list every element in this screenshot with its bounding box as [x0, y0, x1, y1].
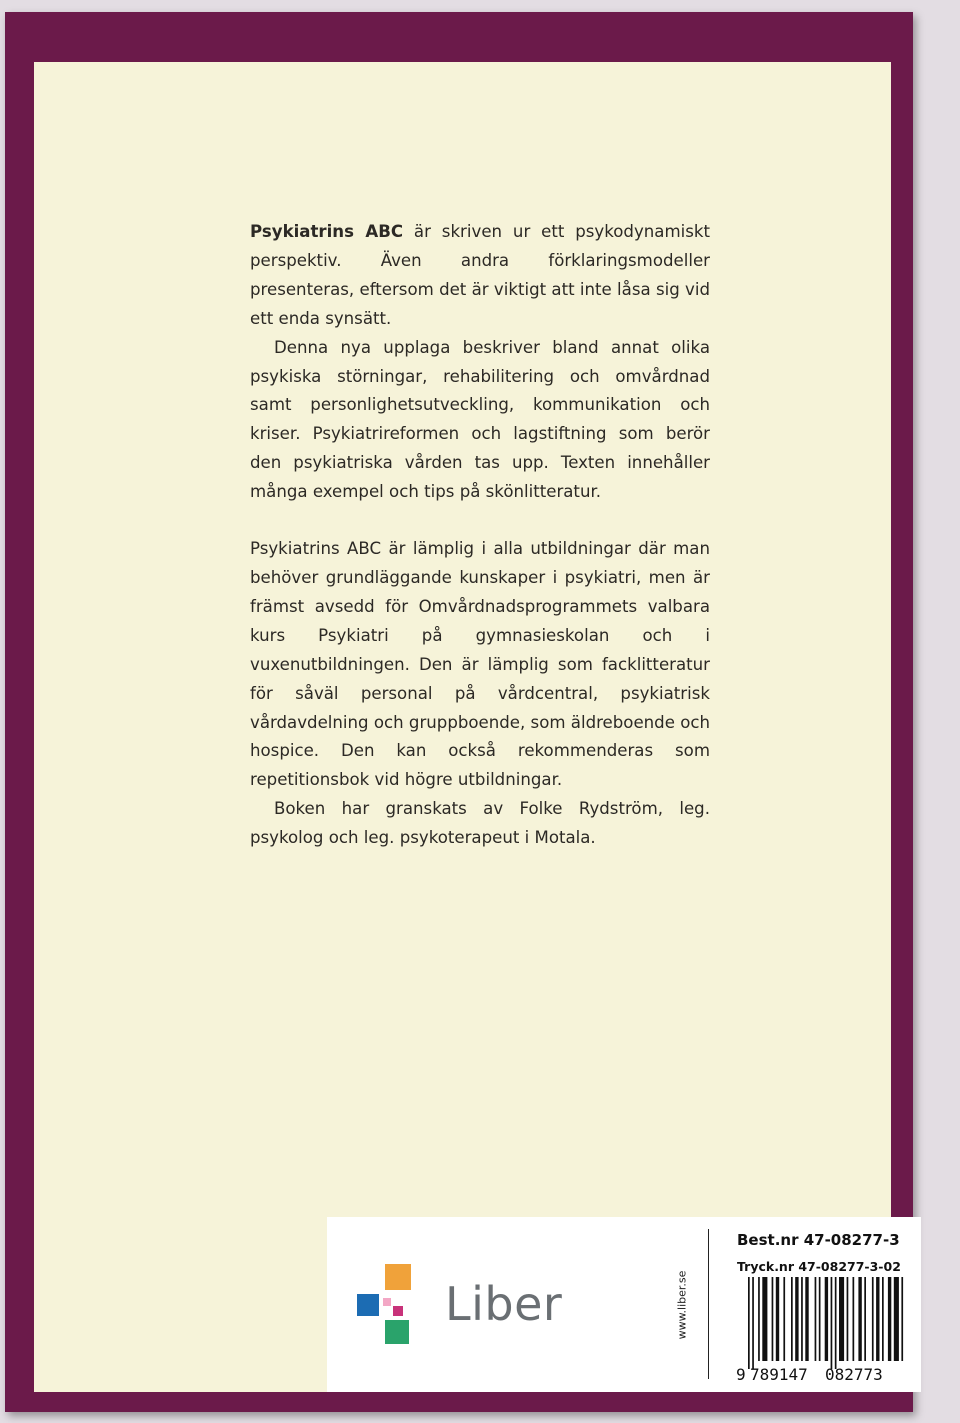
barcode-digits-right: 082773: [825, 1365, 883, 1383]
barcode-bar: [901, 1277, 903, 1361]
barcode-bar: [752, 1277, 754, 1369]
logo-square-pink: [383, 1298, 391, 1306]
barcode-bars: [748, 1277, 903, 1369]
barcode-bar: [772, 1277, 774, 1361]
isbn-barcode: [736, 1277, 904, 1383]
blurb-paragraph-1-text: är skriven ur ett psykodynamiskt perspektiv. Även andra förklaringsmodeller presenteras, eftersom det är viktigt att inte låsa sig vid ett enda synsätt.: [250, 222, 710, 328]
barcode-bar: [839, 1277, 844, 1361]
barcode-bar: [847, 1277, 849, 1361]
book-title-inline: Psykiatrins ABC: [250, 222, 404, 241]
barcode-bar: [894, 1277, 899, 1361]
tryck-nr: Tryck.nr 47-08277-3-02: [737, 1259, 901, 1274]
barcode-bar: [835, 1277, 837, 1369]
barcode-bar: [791, 1277, 793, 1361]
logo-square-blue: [357, 1294, 379, 1316]
barcode-bar: [853, 1277, 855, 1361]
barcode-bar: [888, 1277, 891, 1361]
barcode-bar: [795, 1277, 798, 1361]
barcode-bar: [758, 1277, 760, 1361]
book-back-cover: [5, 12, 913, 1412]
blurb-paragraph-1: [250, 218, 710, 334]
publisher-url: www.liber.se: [675, 1270, 689, 1340]
barcode-bar: [882, 1277, 884, 1361]
best-nr: Best.nr 47-08277-3: [737, 1231, 900, 1249]
barcode-bar: [864, 1277, 866, 1361]
barcode-bar: [825, 1277, 828, 1361]
logo-square-green: [385, 1320, 409, 1344]
barcode-digit-first: 9: [736, 1365, 746, 1383]
barcode-bar: [876, 1277, 879, 1361]
barcode-bar: [776, 1277, 779, 1361]
publisher-label-panel: [327, 1217, 921, 1392]
cover-page: [34, 62, 901, 1392]
barcode-bar: [815, 1277, 817, 1361]
barcode-digits-left: 789147: [750, 1365, 808, 1383]
blurb-paragraph-3: Psykiatrins ABC är lämplig i alla utbildningar där man behöver grundläggande kunskaper i psykiatri, men är främst avsedd för Omvårdnadsprogrammets valbara kurs Psykiatri på gymnasieskolan och i vuxenutbildningen. Den är lämplig som facklitteratur för såväl personal på vårdcentral, psykiatrisk vårdavdelning och gruppboende, som äldreboende och hospice. Den kan också rekommenderas som repetitionsbok vid högre utbildningar.: [250, 539, 710, 790]
barcode-bar: [801, 1277, 803, 1361]
liber-logo-icon: [357, 1264, 437, 1344]
barcode-bar: [805, 1277, 808, 1361]
barcode-bar: [872, 1277, 874, 1361]
blurb-paragraph-2: Denna nya upplaga beskriver bland annat olika psykiska störningar, rehabilitering och omvårdnad samt personlighetsutveckling, kommunikation och kriser. Psykiatrireformen och lagstiftning som berör den psykiatriska vården tas upp. Texten innehåller många exempel och tips på skönlitteratur.: [250, 337, 710, 502]
barcode-bar: [783, 1277, 785, 1361]
logo-square-magenta: [393, 1306, 403, 1316]
barcode-bar: [831, 1277, 833, 1369]
logo-square-orange: [385, 1264, 411, 1290]
label-divider: [708, 1229, 709, 1379]
blurb-text: [250, 218, 710, 853]
barcode-bar: [819, 1277, 821, 1361]
barcode-bar: [762, 1277, 767, 1361]
barcode-bar: [858, 1277, 861, 1361]
barcode-bar: [748, 1277, 750, 1369]
publisher-name: Liber: [445, 1277, 563, 1331]
blurb-paragraph-4: Boken har granskats av Folke Rydström, leg. psykolog och leg. psykoterapeut i Motala.: [250, 799, 710, 848]
